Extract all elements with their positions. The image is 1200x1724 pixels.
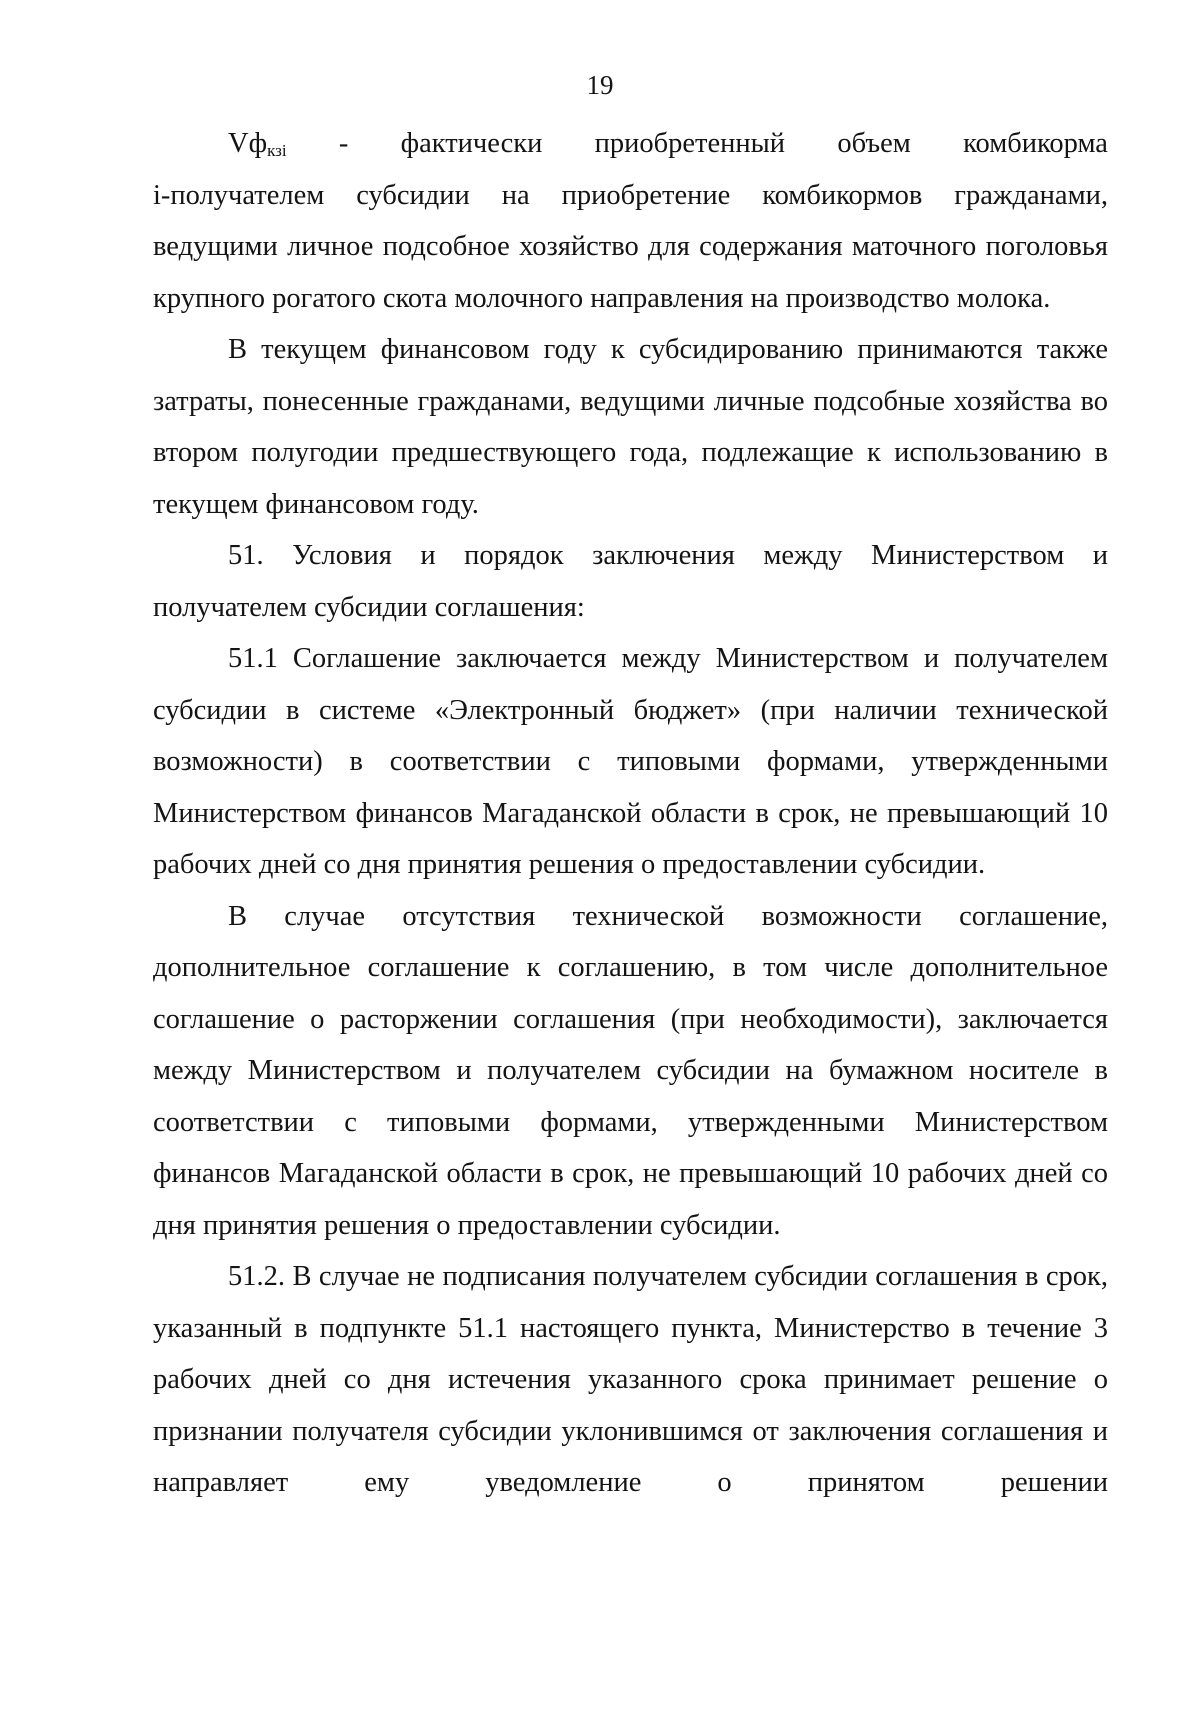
definition-text: i-получателем субсидии на приобретение комбикормов гражданами, ведущими личное подсобное хозяйство для содержания маточного поголовья крупного рогатого скота молочного направления на производство молока. (153, 179, 1108, 314)
definition-word: фактически (400, 128, 543, 159)
paragraph-current-year-costs: В текущем финансовом году к субсидированию принимаются также затраты, понесенные гражданами, ведущими личные подсобные хозяйства во втором полугодии предшествующего года, подлежащие к использованию в текущем финансовом году. (153, 334, 1108, 520)
definition-word: приобретенный (594, 128, 786, 159)
paragraph-51-heading: 51. Условия и порядок заключения между Министерством и получателем субсидии соглашения: (153, 540, 1108, 623)
definition-symbol-subscript: кзi (267, 141, 287, 160)
document-body (153, 118, 1108, 1509)
definition-word: комбикорма (963, 128, 1108, 159)
paragraph-51-2: 51.2. В случае не подписания получателем субсидии соглашения в срок, указанный в подпункте 51.1 настоящего пункта, Министерство в течение 3 рабочих дней со дня истечения указанного срока принимает решение о признании получателя субсидии уклонившимся от заключения соглашения и направляет ему уведомление о принятом решении (153, 1261, 1108, 1498)
paragraph-51-1: 51.1 Соглашение заключается между Министерством и получателем субсидии в системе «Электронный бюджет» (при наличии технической возможности) в соответствии с типовыми формами, утвержденными Министерством финансов Магаданской области в срок, не превышающий 10 рабочих дней со дня принятия решения о предоставлении субсидии. (153, 643, 1108, 880)
definition-word: объем (837, 128, 911, 159)
definition-symbol: $Vф_{кзi}$ (228, 128, 287, 160)
definition-dash: - (338, 128, 349, 159)
definition-paragraph (153, 118, 1108, 324)
definition-first-line (153, 118, 1108, 170)
paragraph-no-technical-possibility: В случае отсутствия технической возможности соглашение, дополнительное соглашение к соглашению, в том числе дополнительное соглашение о расторжении соглашения (при необходимости), заключается между Министерством и получателем субсидии на бумажном носителе в соответствии с типовыми формами, утвержденными Министерством финансов Магаданской области в срок, не превышающий 10 рабочих дней со дня принятия решения о предоставлении субсидии. (153, 900, 1108, 1241)
page-number: 19 (586, 70, 614, 100)
